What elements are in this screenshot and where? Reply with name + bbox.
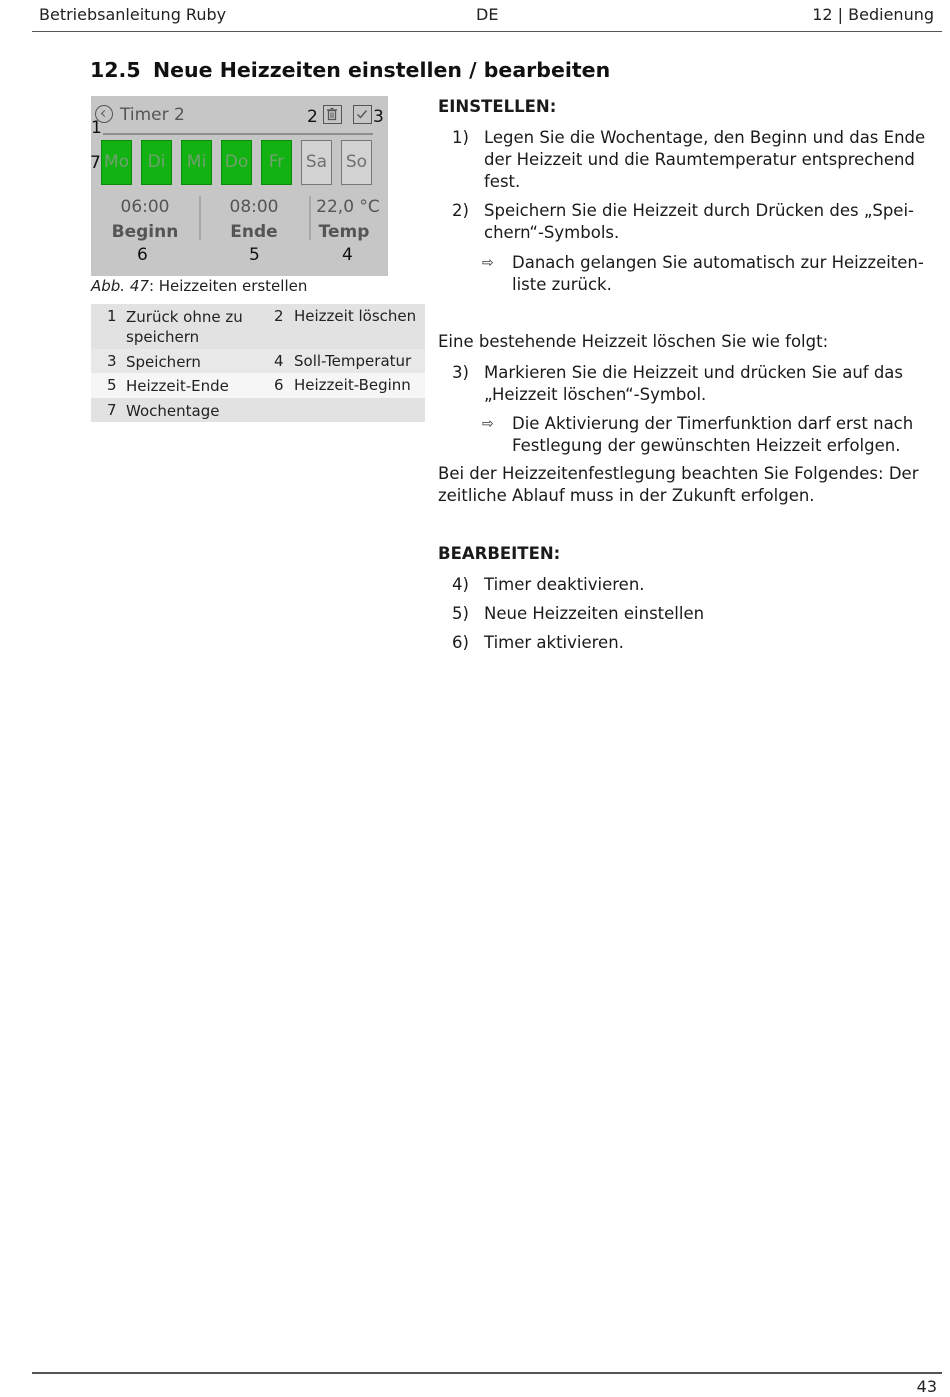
legend-row xyxy=(91,304,425,349)
legend-number: 3 xyxy=(107,352,117,370)
legend-row xyxy=(91,398,425,422)
step-text: Speichern Sie die Heizzeit durch Drücken des „Spei-chern“-Symbols. xyxy=(484,201,914,242)
figure-caption xyxy=(91,277,307,295)
day-button-do: Do xyxy=(221,140,252,185)
step-number: 4) xyxy=(452,575,469,594)
legend-number: 5 xyxy=(107,376,117,394)
figure-number: Abb. 47 xyxy=(91,277,149,295)
begin-label: Beginn xyxy=(111,222,179,242)
bearbeiten-heading: BEARBEITEN: xyxy=(438,544,561,563)
callout-5: 5 xyxy=(249,245,260,265)
legend-number: 6 xyxy=(274,376,284,394)
step-number: 3) xyxy=(452,363,469,382)
section-title-text: Neue Heizzeiten einstellen / bearbeiten xyxy=(153,58,611,82)
header-chapter: 12 | Bedienung xyxy=(812,5,934,24)
day-button-sa: Sa xyxy=(301,140,332,185)
step-text: Markieren Sie die Heizzeit und drücken Sie auf das „Heizzeit löschen“-Symbol. xyxy=(484,363,904,404)
header-document-title: Betriebsanleitung Ruby xyxy=(39,5,227,24)
einstellen-heading: EINSTELLEN: xyxy=(438,97,557,116)
step-text: Timer aktivieren. xyxy=(484,633,624,652)
step-number: 5) xyxy=(452,604,469,623)
callout-7: 7 xyxy=(90,153,101,173)
page-number: 43 xyxy=(916,1377,937,1396)
step-text: Legen Sie die Wochentage, den Beginn und das Ende der Heizzeit und die Raumtemperatur entsprechend fest. xyxy=(484,128,926,191)
legend-number: 7 xyxy=(107,401,117,419)
figure-caption-text: : Heizzeiten erstellen xyxy=(148,277,308,295)
column-separator xyxy=(199,196,201,240)
figure-legend-table xyxy=(91,304,425,422)
step-number: 1) xyxy=(452,128,469,147)
day-button-di: Di xyxy=(141,140,172,185)
legend-text: Heizzeit-Beginn xyxy=(294,376,411,394)
result-arrow-icon: ⇨ xyxy=(482,416,494,432)
header-language: DE xyxy=(476,5,499,24)
day-button-mi: Mi xyxy=(181,140,212,185)
callout-4: 4 xyxy=(342,245,353,265)
result-text: Die Aktivierung der Timerfunktion darf erst nach Festlegung der gewünschten Heizzeit erfolgen. xyxy=(512,414,914,455)
step-text: Neue Heizzeiten einstellen xyxy=(484,604,705,623)
legend-row xyxy=(91,373,425,398)
legend-text: Heizzeit löschen xyxy=(294,307,417,325)
paragraph: Bei der Heizzeitenfestlegung beachten Sie Folgendes: Der zeitliche Ablauf muss in der Zukunft erfolgen. xyxy=(438,464,919,505)
trash-icon xyxy=(323,105,342,124)
section-number: 12.5 xyxy=(90,58,141,82)
page-header xyxy=(32,0,942,32)
begin-time-value: 06:00 xyxy=(120,197,170,217)
legend-row xyxy=(91,349,425,373)
day-button-so: So xyxy=(341,140,372,185)
timer-title: Timer 2 xyxy=(120,105,185,125)
temperature-value: 22,0 °C xyxy=(316,197,380,217)
end-time-value: 08:00 xyxy=(229,197,279,217)
legend-text: Wochentage xyxy=(126,402,220,420)
callout-2: 2 xyxy=(307,107,318,127)
paragraph: Eine bestehende Heizzeit löschen Sie wie folgt: xyxy=(438,332,829,351)
legend-number: 2 xyxy=(274,307,284,325)
check-icon xyxy=(353,105,372,124)
legend-text: Heizzeit-Ende xyxy=(126,377,229,395)
callout-6: 6 xyxy=(137,245,148,265)
callout-3: 3 xyxy=(373,107,384,127)
legend-number: 1 xyxy=(107,307,117,325)
step-text: Timer deaktivieren. xyxy=(484,575,645,594)
screen-divider xyxy=(103,133,373,135)
legend-text: Speichern xyxy=(126,353,201,371)
step-number: 6) xyxy=(452,633,469,652)
day-button-mo: Mo xyxy=(101,140,132,185)
timer-screen-figure xyxy=(91,96,388,276)
callout-1: 1 xyxy=(91,118,102,138)
end-label: Ende xyxy=(230,222,278,242)
footer-rule xyxy=(32,1372,942,1374)
section-title xyxy=(90,58,610,82)
step-number: 2) xyxy=(452,201,469,220)
legend-number: 4 xyxy=(274,352,284,370)
legend-text: Zurück ohne zu speichern xyxy=(126,308,243,346)
legend-text: Soll-Temperatur xyxy=(294,352,412,370)
day-button-fr: Fr xyxy=(261,140,292,185)
result-arrow-icon: ⇨ xyxy=(482,255,494,271)
result-text: Danach gelangen Sie automatisch zur Heizzeiten-liste zurück. xyxy=(512,253,924,294)
temperature-label: Temp xyxy=(318,222,370,242)
